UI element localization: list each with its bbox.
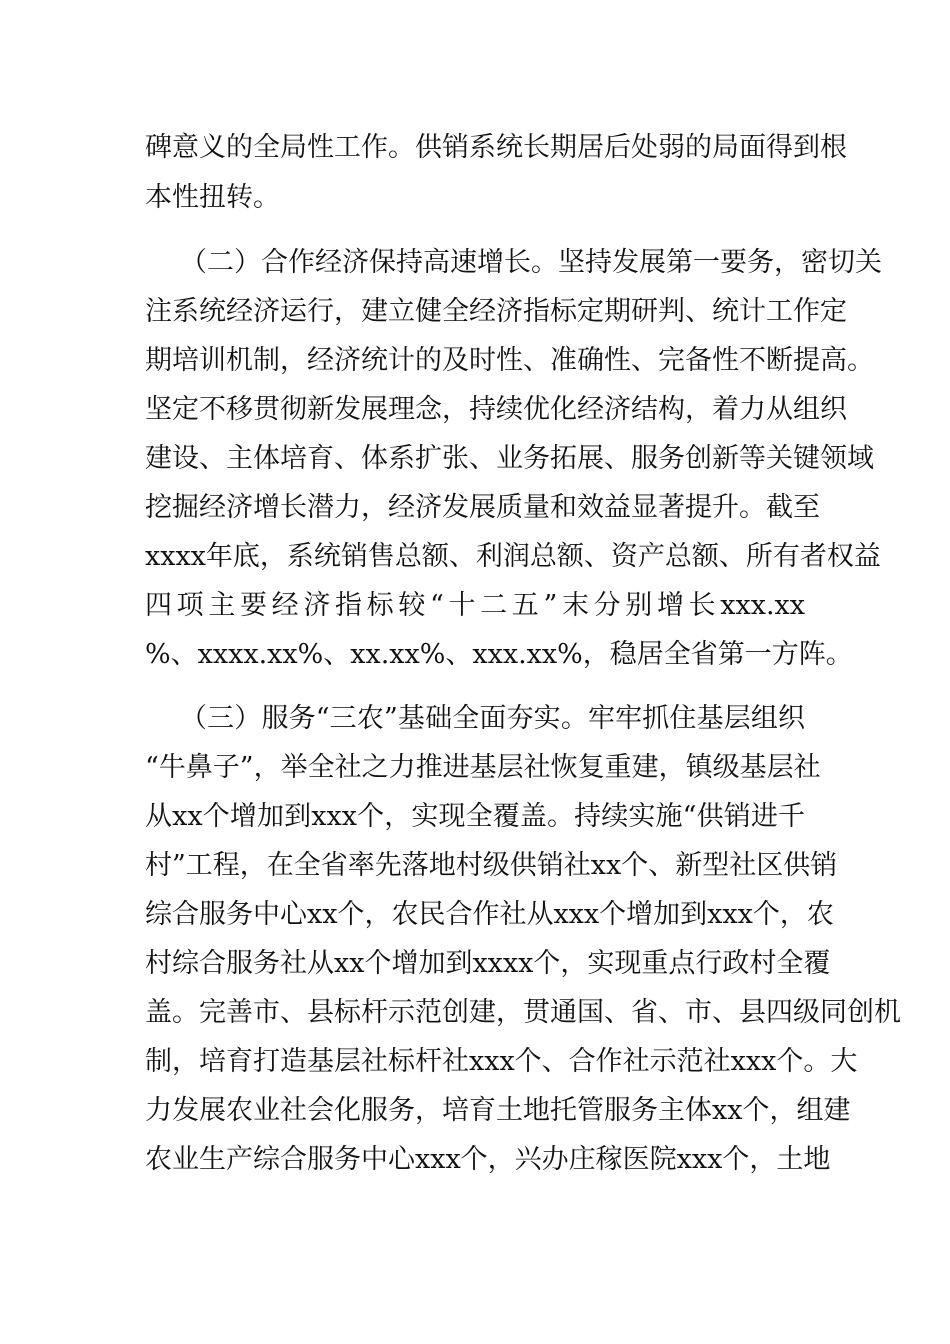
text-line: 制，培育打造基层社标杆社xxx个、合作社示范社xxx个。大 bbox=[145, 1046, 858, 1077]
text-line: 挖掘经济增长潜力，经济发展质量和效益显著提升。截至 bbox=[145, 492, 820, 523]
text-line: 本性扭转。 bbox=[145, 182, 280, 213]
text-line: 力发展农业社会化服务，培育土地托管服务主体xx个，组建 bbox=[145, 1095, 851, 1126]
text-line: “牛鼻子”，举全社之力推进基层社恢复重建，镇级基层社 bbox=[145, 752, 821, 783]
text-line: xxxx年底，系统销售总额、利润总额、资产总额、所有者权益 bbox=[145, 541, 881, 572]
text-line: 综合服务中心xx个，农民合作社从xxx个增加到xxx个，农 bbox=[145, 899, 834, 930]
text-line: 碑意义的全局性工作。供销系统长期居后处弱的局面得到根 bbox=[145, 132, 847, 163]
text-line: 建设、主体培育、体系扩张、业务拓展、服务创新等关键领域 bbox=[145, 443, 874, 474]
text-line: %、xxxx.xx%、xx.xx%、xxx.xx%，稳居全省第一方阵。 bbox=[145, 639, 853, 670]
text-line: 坚定不移贯彻新发展理念，持续优化经济结构，着力从组织 bbox=[145, 394, 847, 425]
paragraph-heading-line: （二）合作经济保持高速增长。坚持发展第一要务，密切关 bbox=[180, 247, 882, 278]
text-line: 注系统经济运行，建立健全经济指标定期研判、统计工作定 bbox=[145, 296, 847, 327]
text-line: 村”工程，在全省率先落地村级供销社xx个、新型社区供销 bbox=[145, 850, 838, 881]
text-line: 期培训机制，经济统计的及时性、准确性、完备性不断提高。 bbox=[145, 345, 874, 376]
text-line: 村综合服务社从xx个增加到xxxx个，实现重点行政村全覆 bbox=[145, 948, 831, 979]
text-line: 农业生产综合服务中心xxx个，兴办庄稼医院xxx个，土地 bbox=[145, 1144, 831, 1175]
text-line: 四项主要经济指标较“十二五”末分别增长xxx.xx bbox=[145, 590, 805, 621]
text-line: 从xx个增加到xxx个，实现全覆盖。持续实施“供销进千 bbox=[145, 801, 805, 832]
paragraph-heading-line: （三）服务“三农”基础全面夯实。牢牢抓住基层组织 bbox=[180, 703, 805, 734]
text-line: 盖。完善市、县标杆示范创建，贯通国、省、市、县四级同创机 bbox=[145, 997, 901, 1028]
